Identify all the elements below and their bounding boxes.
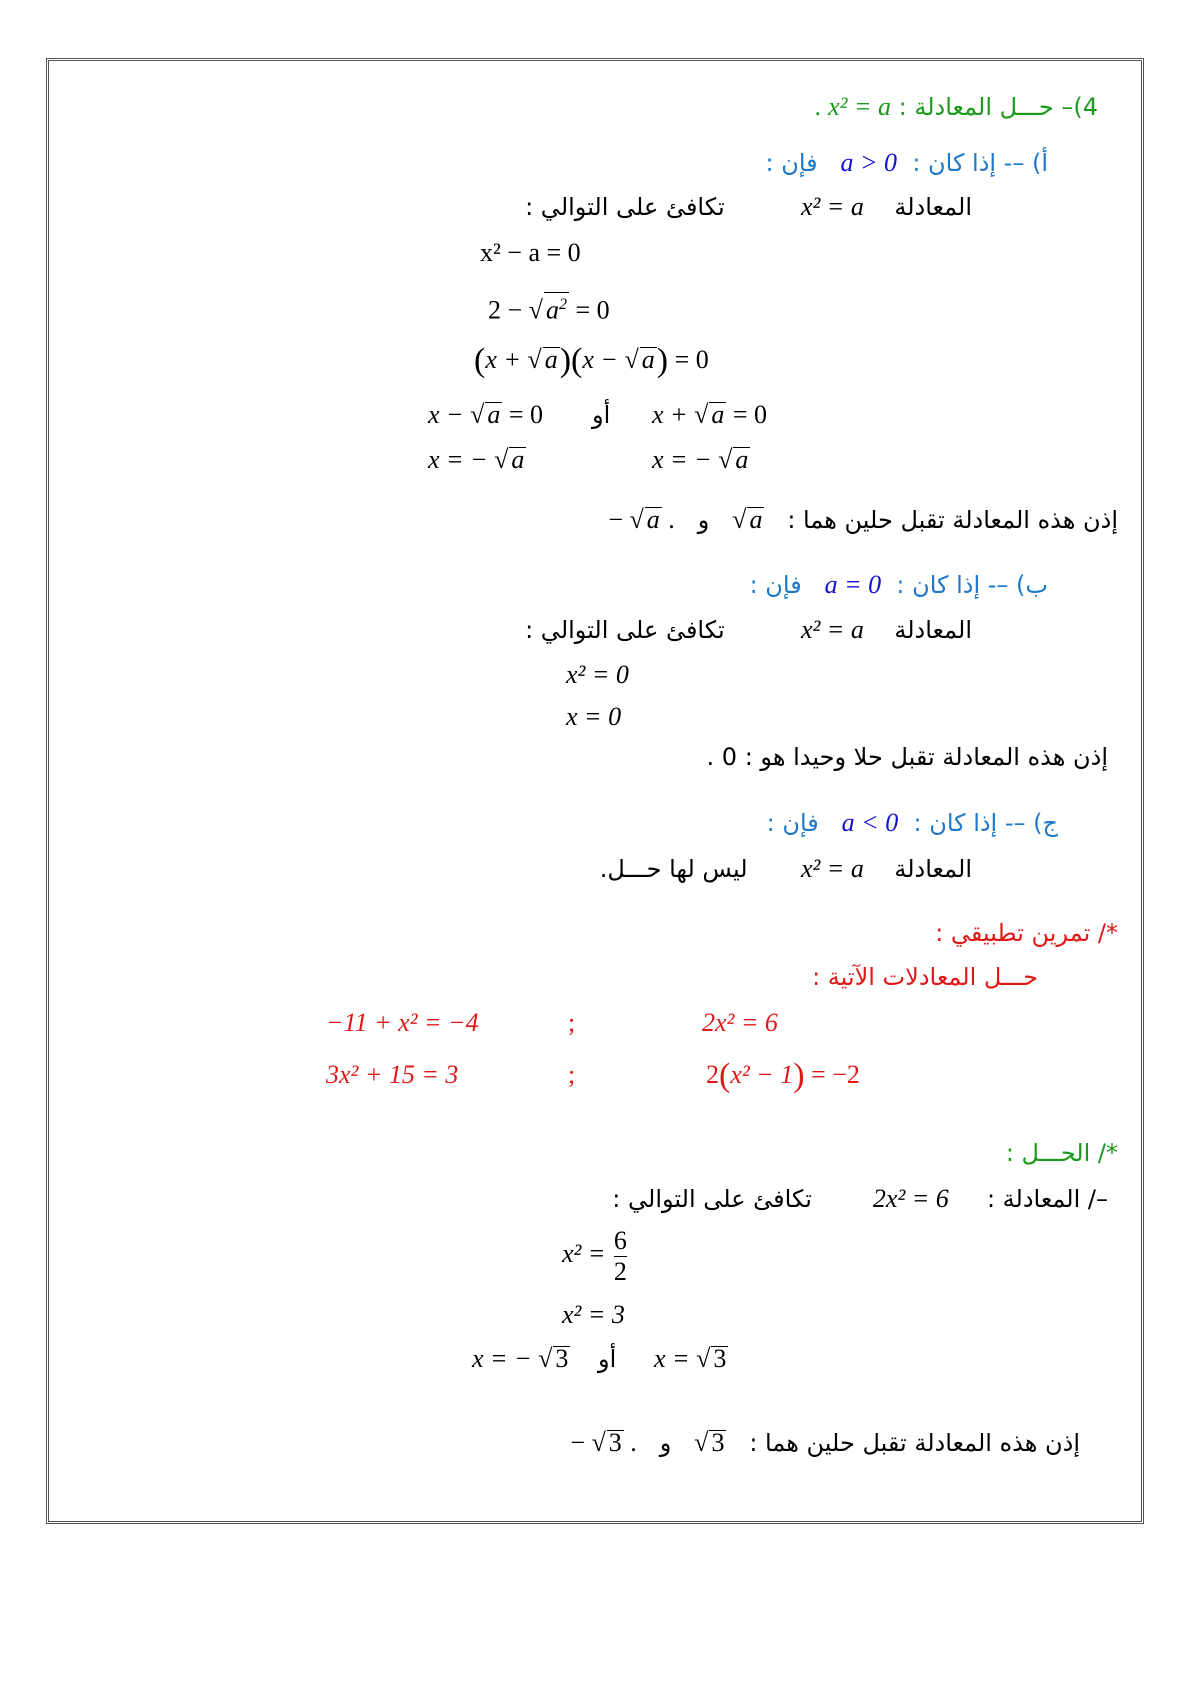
exercise-instruction [812, 962, 1038, 992]
section-title: 4)– حـــل المعادلة : [898, 93, 1098, 121]
step-3-right-x: x = [654, 1344, 690, 1373]
case-a-intro [525, 192, 972, 222]
eq-2-coef: 2 [706, 1060, 719, 1089]
step-4-right-text: x + [652, 400, 688, 429]
case-b-conclusion-text: إذن هذه المعادلة تقبل حلا وحيدا هو : 0 . [706, 743, 1108, 771]
case-c-text: ليس لها حـــل. [599, 855, 748, 883]
exercise-sep-2 [568, 1060, 575, 1090]
step-2-exponent: 2 [558, 296, 567, 313]
case-c-then: فإن : [766, 809, 819, 837]
solution-intro [612, 1184, 1108, 1214]
case-b-step-1 [566, 660, 629, 690]
case-a-then: فإن : [765, 149, 818, 177]
solution-title [1006, 1138, 1118, 1168]
solution-step-1 [562, 1224, 629, 1287]
exercise-instruction-text: حـــل المعادلات الآتية : [812, 963, 1038, 991]
exercise-eq-2-right: 2(x² − 1) = −2 [706, 1057, 860, 1094]
case-b-step-2 [566, 702, 621, 732]
case-a-conclusion: إذن هذه المعادلة تقبل حلين هما : √ a و − √ a . [608, 505, 1118, 534]
solution-2-sign: − [608, 505, 624, 534]
final-sol-2-sign: − [570, 1428, 586, 1457]
sep-1-text: ; [568, 1008, 576, 1037]
eq-1-right-text: 2x² = 6 [702, 1008, 778, 1037]
solution-conclusion-text: إذن هذه المعادلة تقبل حلين هما : [749, 1429, 1080, 1457]
or-word-2 [598, 1344, 616, 1374]
or-text-2: أو [598, 1345, 617, 1373]
step-3-suffix: = 0 [674, 345, 709, 374]
case-a-step-1 [480, 238, 581, 268]
case-b-conclusion [707, 742, 1108, 772]
case-c-condition: a < 0 [841, 808, 899, 837]
step-3-right-radicand: 3 [713, 1344, 727, 1373]
step-3-left-x: x = − [472, 1344, 532, 1373]
eq-2-inner: x² − 1 [730, 1060, 794, 1089]
intro-label: المعادلة [894, 193, 972, 221]
final-sol-2-radicand: 3 [608, 1428, 622, 1457]
case-a-step-4-left: x − √ a = 0 [428, 400, 544, 429]
step-5-left-text: x = − [428, 445, 488, 474]
case-c-header [767, 808, 1058, 838]
step-3-left: x + [485, 345, 521, 374]
case-c-equation: x² = a [800, 854, 864, 883]
solution-step-3-right: x = √ 3 [654, 1344, 727, 1373]
intro-equation: x² = a [800, 192, 864, 221]
exercise-eq-1-right [702, 1008, 778, 1038]
solution-1-radicand: a [749, 505, 763, 534]
case-a-step-2: 2 − √ $a^2 = 0$ [488, 292, 610, 326]
final-sol-1-radicand: 3 [711, 1428, 725, 1457]
step-3-mid: x − [582, 345, 618, 374]
case-a-step-5-left: x = − √ a [428, 445, 525, 474]
solution-conclusion: إذن هذه المعادلة تقبل حلين هما : √ 3 و − √ 3 . [570, 1428, 1080, 1457]
solution-title-text: */ الحـــل : [1005, 1139, 1118, 1167]
solution-and-word: و [659, 1429, 672, 1457]
step-5-left-radicand: a [511, 445, 525, 474]
intro-label-b: المعادلة [894, 616, 972, 644]
fraction-numerator: 6 [613, 1225, 627, 1255]
case-a-label: أ) –- إذا كان : [912, 149, 1048, 177]
sep-2-text: ; [568, 1060, 576, 1089]
eq-2-left-text: 3x² + 15 = 3 [326, 1060, 459, 1089]
intro-equation-b: x² = a [800, 615, 864, 644]
case-c-body [600, 854, 972, 884]
step-1-text: x² − a = 0 [480, 238, 581, 267]
and-word: و [697, 506, 710, 534]
case-b-step-2-text: x = 0 [566, 702, 622, 731]
step-2-prefix: 2 − [488, 295, 523, 325]
fraction-denominator: 2 [613, 1256, 627, 1286]
step-3-radicand-1: a [544, 345, 558, 374]
case-b-intro [525, 615, 972, 645]
step-3-left-radicand: 3 [555, 1344, 569, 1373]
exercise-eq-2-left [326, 1060, 458, 1090]
step-3-radicand-2: a [641, 345, 655, 374]
solution-step-2 [562, 1300, 625, 1330]
step-2-radicand: a [545, 295, 559, 325]
intro-text: تكافئ على التوالي : [525, 193, 725, 221]
step-4-left-eq: = 0 [508, 400, 544, 429]
solution-step-3-left: x = − √ 3 [472, 1344, 569, 1373]
eq-2-end: = −2 [811, 1060, 860, 1089]
step-5-right-radicand: a [735, 445, 749, 474]
solution-label: –/ المعادلة : [986, 1185, 1108, 1213]
step-4-right-eq: = 0 [732, 400, 768, 429]
step-2-suffix: = 0 [575, 295, 610, 325]
fraction [614, 1226, 627, 1287]
exercise-eq-1-left [326, 1008, 479, 1038]
or-word-1 [592, 400, 610, 430]
case-b-then: فإن : [749, 571, 802, 599]
step-5-right-text: x = − [652, 445, 712, 474]
case-a-condition: a > 0 [840, 148, 898, 177]
case-c-eq-label: المعادلة [894, 855, 972, 883]
solution-equation: 2x² = 6 [872, 1184, 949, 1213]
eq-1-left-text: −11 + x² = −4 [326, 1008, 479, 1037]
case-b-label: ب) –- إذا كان : [896, 571, 1048, 599]
case-a-header [765, 148, 1048, 178]
case-c-label: ج) –- إذا كان : [913, 809, 1058, 837]
section-heading [815, 92, 1098, 122]
or-text: أو [592, 401, 611, 429]
solution-2-radicand: a [646, 505, 660, 534]
conclusion-text: إذن هذه المعادلة تقبل حلين هما : [787, 506, 1118, 534]
case-b-condition: a = 0 [824, 570, 882, 599]
exercise-sep-1 [568, 1008, 575, 1038]
section-equation: x² = a . [815, 92, 892, 121]
fraction-lhs: x² = [562, 1239, 606, 1268]
case-a-step-3: (x + √ a)(x − √ a) = 0 [474, 342, 709, 379]
case-a-step-4-right: x + √ a = 0 [652, 400, 768, 429]
case-b-step-1-text: x² = 0 [566, 660, 629, 689]
step-4-right-radicand: a [711, 400, 725, 429]
solution-text: تكافئ على التوالي : [612, 1185, 812, 1213]
intro-text-b: تكافئ على التوالي : [525, 616, 725, 644]
case-a-step-5-right: x = − √ a [652, 445, 749, 474]
step-4-left-text: x − [428, 400, 464, 429]
exercise-title [935, 918, 1118, 948]
solution-end: . [668, 505, 675, 534]
case-b-header [750, 570, 1048, 600]
solution-step-2-text: x² = 3 [562, 1300, 625, 1329]
step-4-left-radicand: a [487, 400, 501, 429]
exercise-title-text: */ تمرين تطبيقي : [935, 919, 1118, 947]
final-sol-end: . [630, 1428, 637, 1457]
